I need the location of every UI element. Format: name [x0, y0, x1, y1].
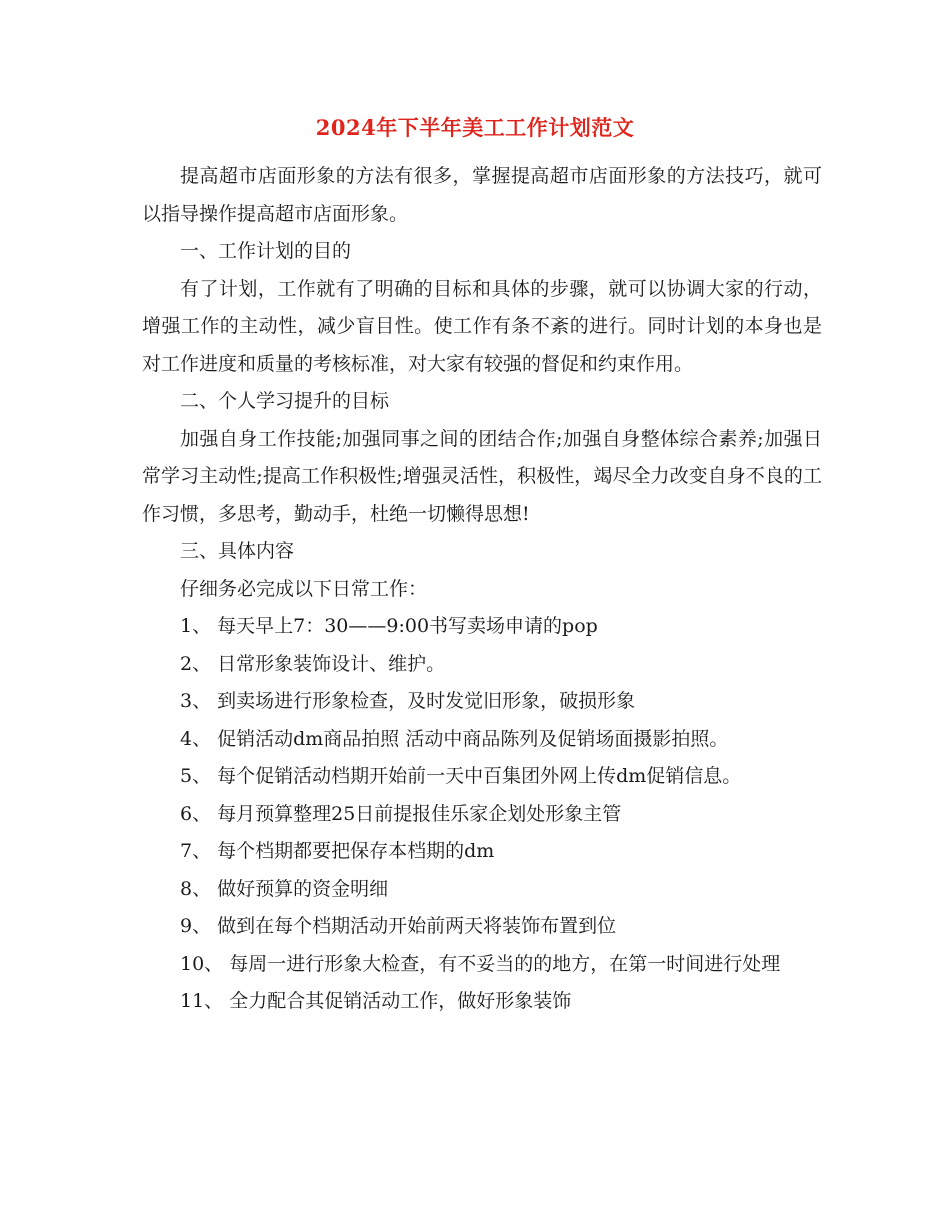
list-item: 11、 全力配合其促销活动工作，做好形象装饰	[180, 990, 572, 1012]
list-item: 10、 每周一进行形象大检查，有不妥当的的地方，在第一时间进行处理	[180, 952, 781, 975]
heading-learning-goals: 二、个人学习提升的目标	[180, 390, 390, 412]
paragraph-daily-tasks-intro: 仔细务必完成以下日常工作：	[180, 577, 428, 600]
document-title: 2024年下半年美工工作计划范文	[315, 115, 635, 140]
list-item: 4、 促销活动dm商品拍照 活动中商品陈列及促销场面摄影拍照。	[180, 727, 729, 750]
document-body	[142, 158, 822, 1021]
heading-purpose: 一、工作计划的目的	[180, 240, 352, 262]
paragraph-purpose: 有了计划，工作就有了明确的目标和具体的步骤，就可以协调大家的行动，增强工作的主动性，减少盲目性。使工作有条不紊的进行。同时计划的本身也是对工作进度和质量的考核标准，对大家有较强的督促和约束作用。	[142, 277, 822, 375]
list-item: 5、 每个促销活动档期开始前一天中百集团外网上传dm促销信息。	[180, 765, 742, 787]
heading-content: 三、具体内容	[180, 540, 295, 562]
paragraph-learning-goals: 加强自身工作技能;加强同事之间的团结合作;加强自身整体综合素养;加强日常学习主动性;提高工作积极性;增强灵活性，积极性，竭尽全力改变自身不良的工作习惯，多思考，勤动手，杜绝一切懒得思想!	[142, 427, 822, 525]
list-item: 9、 做到在每个档期活动开始前两天将装饰布置到位	[180, 915, 617, 937]
paragraph-intro: 提高超市店面形象的方法有很多，掌握提高超市店面形象的方法技巧，就可以指导操作提高超市店面形象。	[142, 165, 822, 225]
list-item: 2、 日常形象装饰设计、维护。	[180, 652, 446, 675]
list-item: 6、 每月预算整理25日前提报佳乐家企划处形象主管	[180, 802, 622, 825]
list-item: 3、 到卖场进行形象检查，及时发觉旧形象，破损形象	[180, 690, 636, 712]
list-item: 7、 每个档期都要把保存本档期的dm	[180, 840, 495, 862]
list-item: 8、 做好预算的资金明细	[180, 877, 389, 900]
list-item: 1、 每天早上7：30——9:00书写卖场申请的pop	[180, 615, 598, 637]
